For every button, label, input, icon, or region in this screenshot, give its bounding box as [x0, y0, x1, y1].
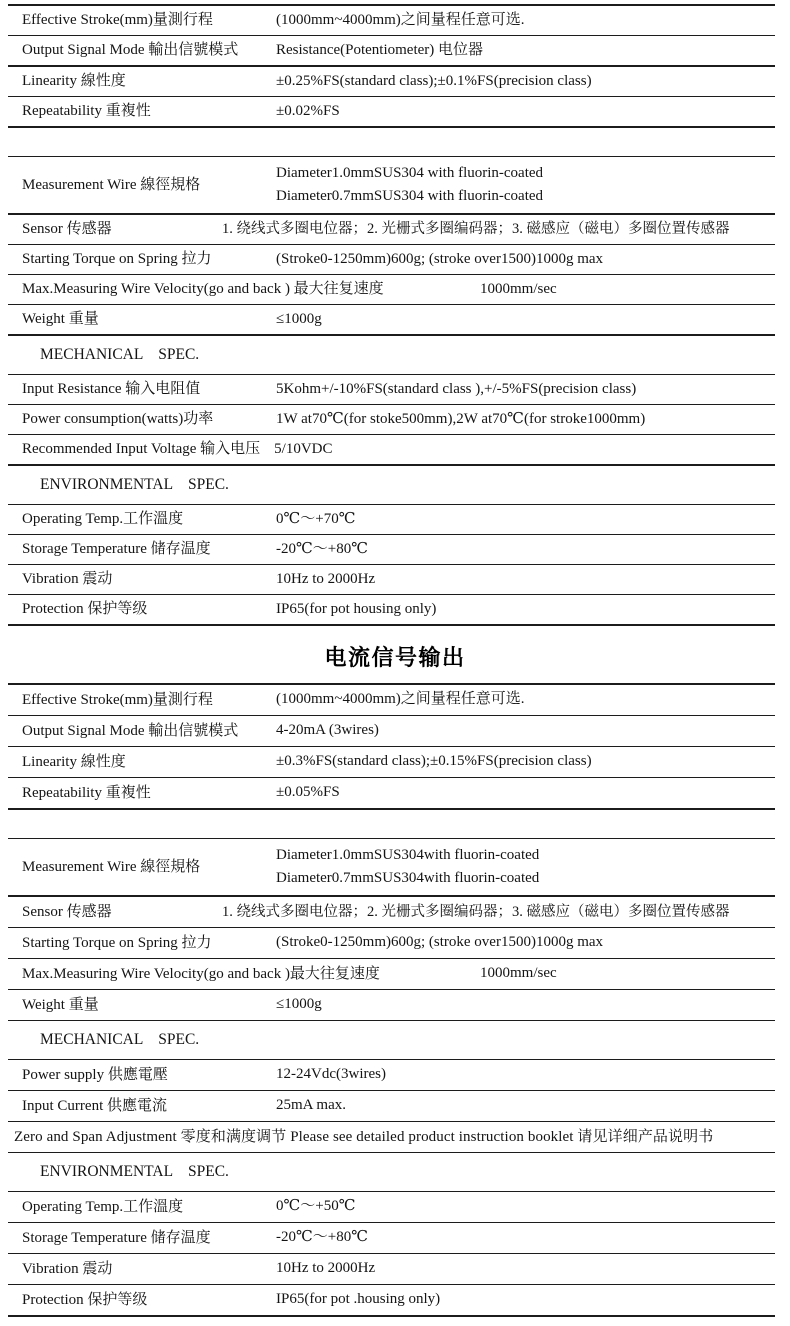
- spec-row-value-line: (1000mm~4000mm)之间量程任意可选.: [276, 691, 525, 708]
- spec-row: [8, 1254, 775, 1285]
- spec-row-value: [276, 378, 775, 401]
- spec-row-label: Output Signal Mode 輸出信號模式: [22, 722, 239, 739]
- spec-row-value: [276, 993, 775, 1016]
- spec-row-value-line: IP65(for pot .housing only): [276, 1291, 441, 1308]
- spec-row: [8, 565, 775, 595]
- spec-row-value: [276, 308, 775, 331]
- spec-row: [8, 1060, 775, 1091]
- spec-row-label: Repeatability 重複性: [22, 784, 151, 801]
- spec-row-value-line: ≤1000g: [276, 310, 322, 327]
- spec-row-label: Input Current 供應電流: [22, 1097, 167, 1114]
- spec-row: [8, 1122, 775, 1153]
- spec-subsection-header: ENVIRONMENTAL SPEC.: [8, 466, 775, 505]
- spec-row-value-line: ≤1000g: [276, 996, 322, 1013]
- spec-row-value-line: 25mA max.: [276, 1097, 346, 1114]
- spec-row-label: Effective Stroke(mm)量測行程: [22, 12, 213, 29]
- spec-row: [8, 595, 775, 626]
- spec-row-value: [276, 568, 775, 591]
- spec-table-section-2: [8, 683, 775, 1317]
- spec-row-label: Linearity 線性度: [22, 73, 126, 90]
- spec-row-value-line: -20℃～+80℃: [276, 540, 369, 557]
- spec-row-value-line: (1000mm~4000mm)之间量程任意可选.: [276, 11, 525, 28]
- spec-row-label: Zero and Span Adjustment 零度和满度调节 Please see detailed product instruction booklet 请见详细产品说明书: [14, 1128, 714, 1145]
- spec-row: [8, 839, 775, 897]
- spec-row: [8, 1192, 775, 1223]
- spec-row-value-line: 1. 绕线式多圈电位器；2. 光栅式多圈编码器；3. 磁感应（磁电）多圈位置传感器: [222, 221, 730, 238]
- spec-row-label: Output Signal Mode 輸出信號模式: [22, 42, 239, 59]
- spec-row-label: Repeatability 重複性: [22, 103, 151, 120]
- table-gap: [8, 810, 775, 838]
- spec-row-value: [276, 1195, 775, 1218]
- spec-row-value: [276, 1288, 775, 1311]
- spec-row-label: Input Resistance 输入电阻值: [22, 381, 201, 398]
- spec-row-value: [222, 901, 775, 923]
- spec-row-value: [276, 1094, 775, 1117]
- spec-row-label: Linearity 線性度: [22, 753, 126, 770]
- spec-row-label: Storage Temperature 储存温度: [22, 541, 211, 558]
- spec-row-value-line: 10Hz to 2000Hz: [276, 570, 376, 587]
- spec-row-value: [276, 719, 775, 742]
- spec-row-label: Vibration 震动: [22, 571, 113, 588]
- spec-row-value-line: 0℃～+70℃: [276, 510, 356, 527]
- spec-row-value: [276, 931, 775, 954]
- spec-row-label: Recommended Input Voltage 输入电压: [22, 441, 261, 458]
- spec-row-label: Max.Measuring Wire Velocity(go and back )最大往复速度: [22, 965, 380, 982]
- spec-row-value-line: Diameter0.7mmSUS304 with fluorin-coated: [276, 188, 544, 204]
- spec-row-value: [276, 1257, 775, 1280]
- spec-row: [8, 535, 775, 565]
- spec-row: [8, 928, 775, 959]
- spec-row-value-line: ±0.05%FS: [276, 784, 340, 801]
- spec-row: [8, 97, 775, 128]
- spec-row-label: Protection 保护等级: [22, 1291, 148, 1308]
- spec-row: [8, 157, 775, 215]
- spec-row-value-line: 10Hz to 2000Hz: [276, 1260, 376, 1277]
- spec-row-value-line: 12-24Vdc(3wires): [276, 1066, 386, 1083]
- spec-row: [8, 747, 775, 778]
- spec-row-value-line: (Stroke0-1250mm)600g; (stroke over1500)1000g max: [276, 250, 604, 267]
- spec-row-value-line: ±0.02%FS: [276, 102, 340, 119]
- spec-row: [8, 6, 775, 36]
- spec-row-value: [274, 438, 336, 461]
- table-gap: [8, 128, 775, 156]
- spec-row-value: [276, 1226, 775, 1249]
- spec-row-value-line: 1000mm/sec: [480, 965, 557, 982]
- spec-row-value-line: (Stroke0-1250mm)600g; (stroke over1500)1000g max: [276, 934, 604, 951]
- spec-row: [8, 215, 775, 245]
- spec-row-value: [276, 538, 775, 561]
- spec-row: [8, 67, 775, 97]
- spec-row: [8, 685, 775, 716]
- spec-row: [8, 1091, 775, 1122]
- spec-row: [8, 716, 775, 747]
- spec-row-value-line: 4-20mA (3wires): [276, 722, 379, 739]
- spec-row-value: [480, 278, 775, 301]
- spec-row-value-line: ±0.25%FS(standard class);±0.1%FS(precision class): [276, 72, 592, 89]
- spec-row-value: [276, 70, 775, 93]
- spec-row-value: [276, 1063, 775, 1086]
- spec-row: [8, 959, 775, 990]
- spec-row-label: Starting Torque on Spring 拉力: [22, 251, 212, 268]
- spec-row: [8, 990, 775, 1021]
- section-title: 电流信号输出: [324, 645, 466, 670]
- spec-row-value-line: 5/10VDC: [274, 440, 333, 457]
- spec-subsection-header: ENVIRONMENTAL SPEC.: [8, 1153, 775, 1192]
- spec-row-label: Sensor 传感器: [22, 221, 112, 238]
- spec-row: [8, 505, 775, 535]
- spec-row-label: Weight 重量: [22, 996, 99, 1013]
- spec-row-value-line: 1000mm/sec: [480, 280, 557, 297]
- spec-row-label: Measurement Wire 線徑規格: [22, 858, 201, 875]
- spec-row-value: [480, 962, 775, 985]
- spec-row-label: Sensor 传感器: [22, 903, 112, 920]
- spec-row-value: [276, 688, 775, 711]
- spec-row-value-line: Diameter0.7mmSUS304with fluorin-coated: [276, 870, 540, 886]
- spec-row: [8, 435, 775, 466]
- spec-row-value: [276, 750, 775, 773]
- spec-row-label: Protection 保护等级: [22, 601, 148, 618]
- spec-row-label: Max.Measuring Wire Velocity(go and back ) 最大往复速度: [22, 281, 384, 298]
- spec-row: [8, 375, 775, 405]
- spec-row: [8, 897, 775, 928]
- spec-row-label: Starting Torque on Spring 拉力: [22, 934, 212, 951]
- spec-row-value: [222, 218, 775, 240]
- spec-row-label: Storage Temperature 储存温度: [22, 1229, 211, 1246]
- spec-row-value-line: 0℃～+50℃: [276, 1198, 356, 1215]
- spec-row: [8, 405, 775, 435]
- spec-row-value-line: -20℃～+80℃: [276, 1229, 369, 1246]
- spec-table-section-1: [8, 4, 775, 626]
- spec-row-label: Measurement Wire 線徑規格: [22, 176, 201, 193]
- spec-row-value: [276, 39, 775, 62]
- spec-row-label: Power supply 供應電壓: [22, 1066, 168, 1083]
- spec-row-label: Effective Stroke(mm)量測行程: [22, 691, 213, 708]
- spec-row-value-line: 1. 绕线式多圈电位器；2. 光栅式多圈编码器；3. 磁感应（磁电）多圈位置传感器: [222, 903, 730, 920]
- spec-row-value: [276, 781, 775, 804]
- spec-row-value: [276, 598, 775, 621]
- spec-row-value-line: 1W at70℃(for stoke500mm),2W at70℃(for stroke1000mm): [276, 410, 646, 427]
- spec-row-label: Vibration 震动: [22, 1260, 113, 1277]
- spec-row: [8, 36, 775, 67]
- spec-row: [8, 305, 775, 336]
- spec-row-value-line: Diameter1.0mmSUS304with fluorin-coated: [276, 846, 540, 863]
- spec-row-value: [276, 162, 775, 209]
- spec-row: [8, 245, 775, 275]
- spec-row-label: Weight 重量: [22, 311, 99, 328]
- spec-row-value-line: Diameter1.0mmSUS304 with fluorin-coated: [276, 164, 544, 181]
- spec-subsection-header: MECHANICAL SPEC.: [8, 336, 775, 375]
- spec-row-label: Power consumption(watts)功率: [22, 411, 214, 428]
- spec-row-label: Operating Temp.工作溫度: [22, 511, 184, 528]
- spec-row: [8, 1223, 775, 1254]
- spec-subsection-header: MECHANICAL SPEC.: [8, 1021, 775, 1060]
- spec-row-label: Operating Temp.工作溫度: [22, 1198, 184, 1215]
- spec-row-value-line: 5Kohm+/-10%FS(standard class ),+/-5%FS(precision class): [276, 380, 637, 397]
- spec-row-value-line: Resistance(Potentiometer) 电位器: [276, 41, 484, 58]
- spec-row-value: [276, 248, 775, 271]
- spec-row-value: [276, 508, 775, 531]
- spec-row-value: [276, 9, 775, 32]
- spec-row-value-line: IP65(for pot housing only): [276, 600, 437, 617]
- spec-row: [8, 778, 775, 810]
- spec-row-value: [276, 844, 775, 891]
- spec-row-value: [276, 408, 775, 431]
- spec-row-value: [276, 100, 775, 123]
- spec-row: [8, 1285, 775, 1317]
- spec-row: [8, 275, 775, 305]
- spec-row-value-line: ±0.3%FS(standard class);±0.15%FS(precision class): [276, 753, 592, 770]
